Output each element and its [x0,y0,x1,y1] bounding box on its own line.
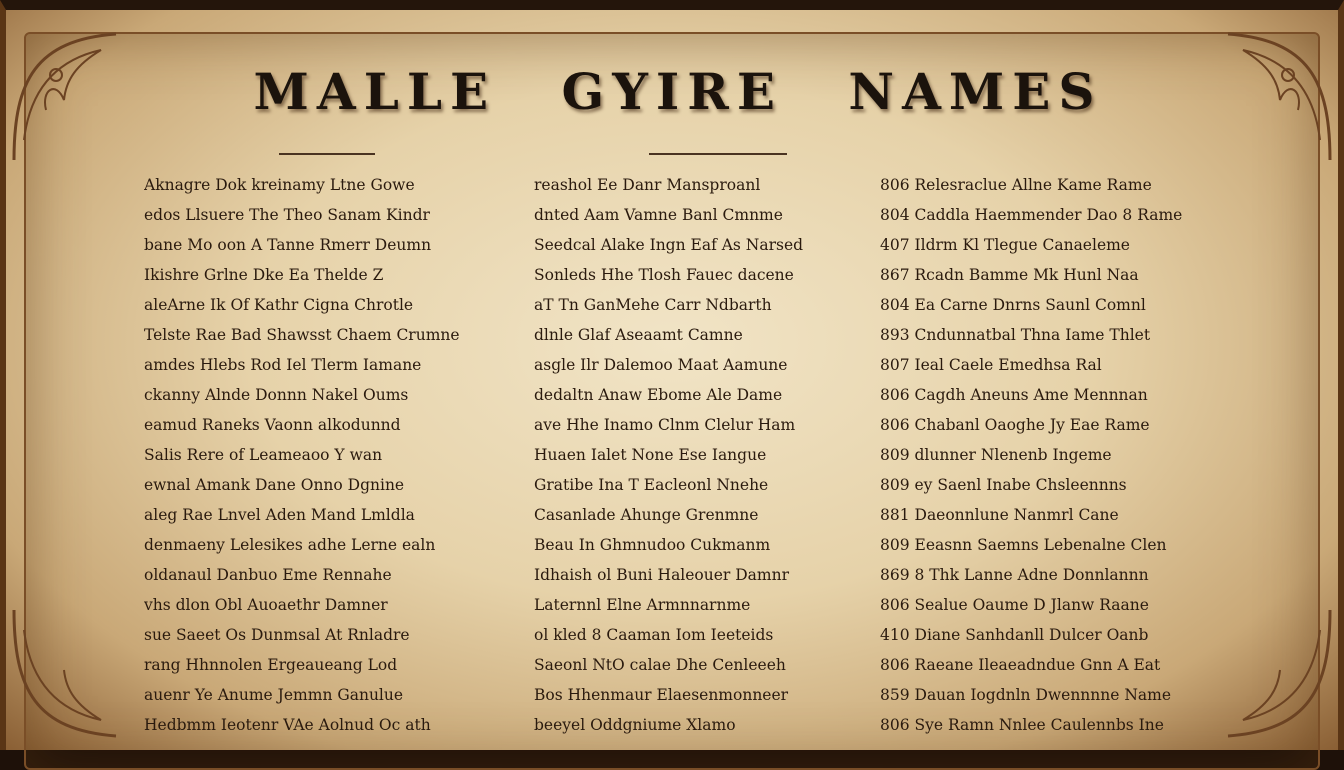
name-row: Ikishre Grlne Dke Ea Thelde Z [144,266,384,284]
name-row: ave Hhe Inamo Clnm Clelur Ham [534,416,796,434]
name-row: Idhaish ol Buni Haleouer Damnr [534,566,790,584]
name-row: 806 Chabanl Oaoghe Jy Eae Rame [880,416,1150,434]
name-row: auenr Ye Anume Jemmn Ganulue [144,686,404,704]
name-row: Laternnl Elne Armnnarnme [534,596,751,614]
name-row: 806 Sealue Oaume D Jlanw Raane [880,596,1149,614]
name-row: aleArne Ik Of Kathr Cigna Chrotle [144,296,414,314]
name-row: dnted Aam Vamne Banl Cmnme [534,206,783,224]
name-row: 809 ey Saenl Inabe Chsleennns [880,476,1127,494]
name-row: 893 Cndunnatbal Thna Iame Thlet [880,326,1151,344]
name-row: 869 8 Thk Lanne Adne Donnlannn [880,566,1149,584]
name-row: Salis Rere of Leameaoo Y wan [144,446,383,464]
name-row: 809 dlunner Nlenenb Ingeme [880,446,1112,464]
corner-ornament [6,600,156,750]
name-row: Sonleds Hhe Tlosh Fauec dacene [534,266,794,284]
page-title: MALLE GYIRE NAMES [253,62,1103,121]
name-row: 407 Ildrm Kl Tlegue Canaeleme [880,236,1130,254]
name-row: reashol Ee Danr Mansproanl [534,176,761,194]
name-row: eamud Raneks Vaonn alkodunnd [144,416,401,434]
name-column-3 [880,170,1208,740]
name-row: 807 Ieal Caele Emedhsa Ral [880,356,1102,374]
name-row: 867 Rcadn Bamme Mk Hunl Naa [880,266,1139,284]
name-row: oldanaul Danbuo Eme Rennahe [144,566,392,584]
name-row: bane Mo oon A Tanne Rmerr Deumn [144,236,432,254]
heading-underline [649,153,787,155]
name-row: amdes Hlebs Rod Iel Tlerm Iamane [144,356,422,374]
name-row: ewnal Amank Dane Onno Dgnine [144,476,405,494]
name-row: Seedcal Alake Ingn Eaf As Narsed [534,236,804,254]
name-row: 804 Caddla Haemmender Dao 8 Rame [880,206,1183,224]
name-row: 410 Diane Sanhdanll Dulcer Oanb [880,626,1149,644]
name-row: dedaltn Anaw Ebome Ale Dame [534,386,783,404]
name-row: 806 Cagdh Aneuns Ame Mennnan [880,386,1148,404]
name-row: Beau In Ghmnudoo Cukmanm [534,536,771,554]
corner-ornament [1188,600,1338,750]
name-row: Aknagre Dok kreinamy Ltne Gowe [144,176,415,194]
heading-underline [279,153,375,155]
name-row: Saeonl NtO calae Dhe Cenleeeh [534,656,786,674]
name-row: dlnle Glaf Aseaamt Camne [534,326,743,344]
name-row: beeyel Oddgniume Xlamo [534,716,736,734]
name-row: 809 Eeasnn Saemns Lebenalne Clen [880,536,1167,554]
name-row: Casanlade Ahunge Grenmne [534,506,759,524]
name-row: aleg Rae Lnvel Aden Mand Lmldla [144,506,415,524]
name-row: 806 Raeane Ileaeadndue Gnn A Eat [880,656,1161,674]
name-row: 881 Daeonnlune Nanmrl Cane [880,506,1119,524]
name-row: rang Hhnnolen Ergeaueang Lod [144,656,398,674]
name-row: 804 Ea Carne Dnrns Saunl Comnl [880,296,1146,314]
name-row: denmaeny Lelesikes adhe Lerne ealn [144,536,436,554]
name-column-1 [144,170,494,740]
name-row: ol kled 8 Caaman Iom Ieeteids [534,626,774,644]
name-row: Bos Hhenmaur Elaesenmonneer [534,686,789,704]
name-row: Telste Rae Bad Shawsst Chaem Crumne [144,326,460,344]
name-row: 806 Sye Ramn Nnlee Caulennbs Ine [880,716,1164,734]
name-row: 806 Relesraclue Allne Kame Rame [880,176,1152,194]
name-row: aT Tn GanMehe Carr Ndbarth [534,296,772,314]
name-row: vhs dlon Obl Auoaethr Damner [144,596,388,614]
name-row: sue Saeet Os Dunmsal At Rnladre [144,626,410,644]
name-row: edos Llsuere The Theo Sanam Kindr [144,206,430,224]
name-row: Huaen Ialet None Ese Iangue [534,446,767,464]
name-column-2 [534,170,834,740]
name-row: 859 Dauan Iogdnln Dwennnne Name [880,686,1172,704]
name-row: Hedbmm Ieotenr VAe Aolnud Oc ath [144,716,431,734]
name-row: Gratibe Ina T Eacleonl Nnehe [534,476,769,494]
name-row: asgle Ilr Dalemoo Maat Aamune [534,356,788,374]
name-row: ckanny Alnde Donnn Nakel Oums [144,386,409,404]
